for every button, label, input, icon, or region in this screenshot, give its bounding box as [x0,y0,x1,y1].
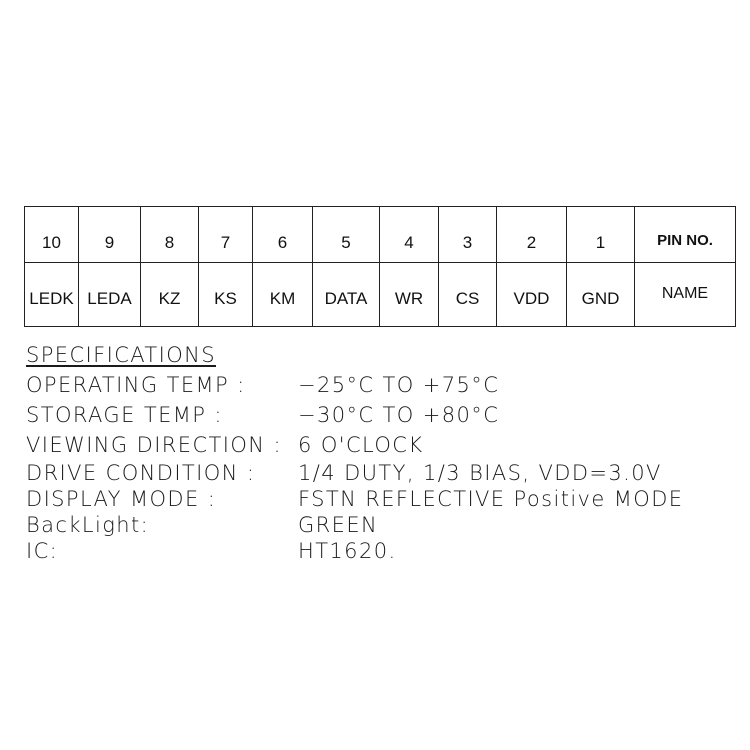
spec-label: IC: [26,539,59,563]
spec-value: 6 O'CLOCK [298,433,424,457]
pin-number-row [25,207,736,263]
spec-row-viewing-direction [26,430,726,460]
pin-name-header: NAME [635,263,736,327]
specifications-block [26,340,726,564]
pin-number-cell: 10 [25,207,79,263]
pin-name-cell: WR [380,263,439,327]
pin-name-cell: CS [439,263,497,327]
pin-number-cell: 7 [199,207,253,263]
spec-label: VIEWING DIRECTION : [26,433,282,457]
spec-label: OPERATING TEMP : [26,373,246,397]
spec-row-ic [26,538,726,564]
spec-row-backlight [26,512,726,538]
specifications-title: SPECIFICATIONS [26,343,216,367]
pin-table [24,206,736,327]
pin-number-cell: 9 [79,207,141,263]
spec-row-display-mode [26,486,726,512]
pin-number-cell: 4 [380,207,439,263]
pin-name-cell: GND [567,263,635,327]
spec-label: DISPLAY MODE : [26,487,217,511]
pin-number-cell: 8 [141,207,199,263]
pin-name-cell: KM [253,263,313,327]
spec-label: STORAGE TEMP : [26,403,223,427]
pin-name-cell: LEDK [25,263,79,327]
spec-value: FSTN REFLECTIVE Positive MODE [298,487,684,511]
spec-label: BackLight: [26,513,150,537]
pin-name-cell: DATA [313,263,380,327]
spec-row-drive-condition [26,460,726,486]
pin-number-cell: 2 [497,207,567,263]
spec-row-operating-temp [26,370,726,400]
pin-name-cell: KZ [141,263,199,327]
pin-number-cell: 5 [313,207,380,263]
spec-value: GREEN [298,513,379,537]
pin-name-cell: VDD [497,263,567,327]
pin-name-row [25,263,736,327]
pin-name-cell: LEDA [79,263,141,327]
pin-name-cell: KS [199,263,253,327]
spec-value: −25°C TO +75°C [298,373,500,397]
spec-value: −30°C TO +80°C [298,403,500,427]
pin-number-cell: 3 [439,207,497,263]
spec-label: DRIVE CONDITION : [26,461,256,485]
pin-number-cell: 1 [567,207,635,263]
pin-number-header: PIN NO. [635,207,736,263]
spec-value: HT1620. [298,539,397,563]
pin-number-cell: 6 [253,207,313,263]
spec-row-storage-temp [26,400,726,430]
spec-value: 1/4 DUTY, 1/3 BIAS, VDD=3.0V [298,461,662,485]
